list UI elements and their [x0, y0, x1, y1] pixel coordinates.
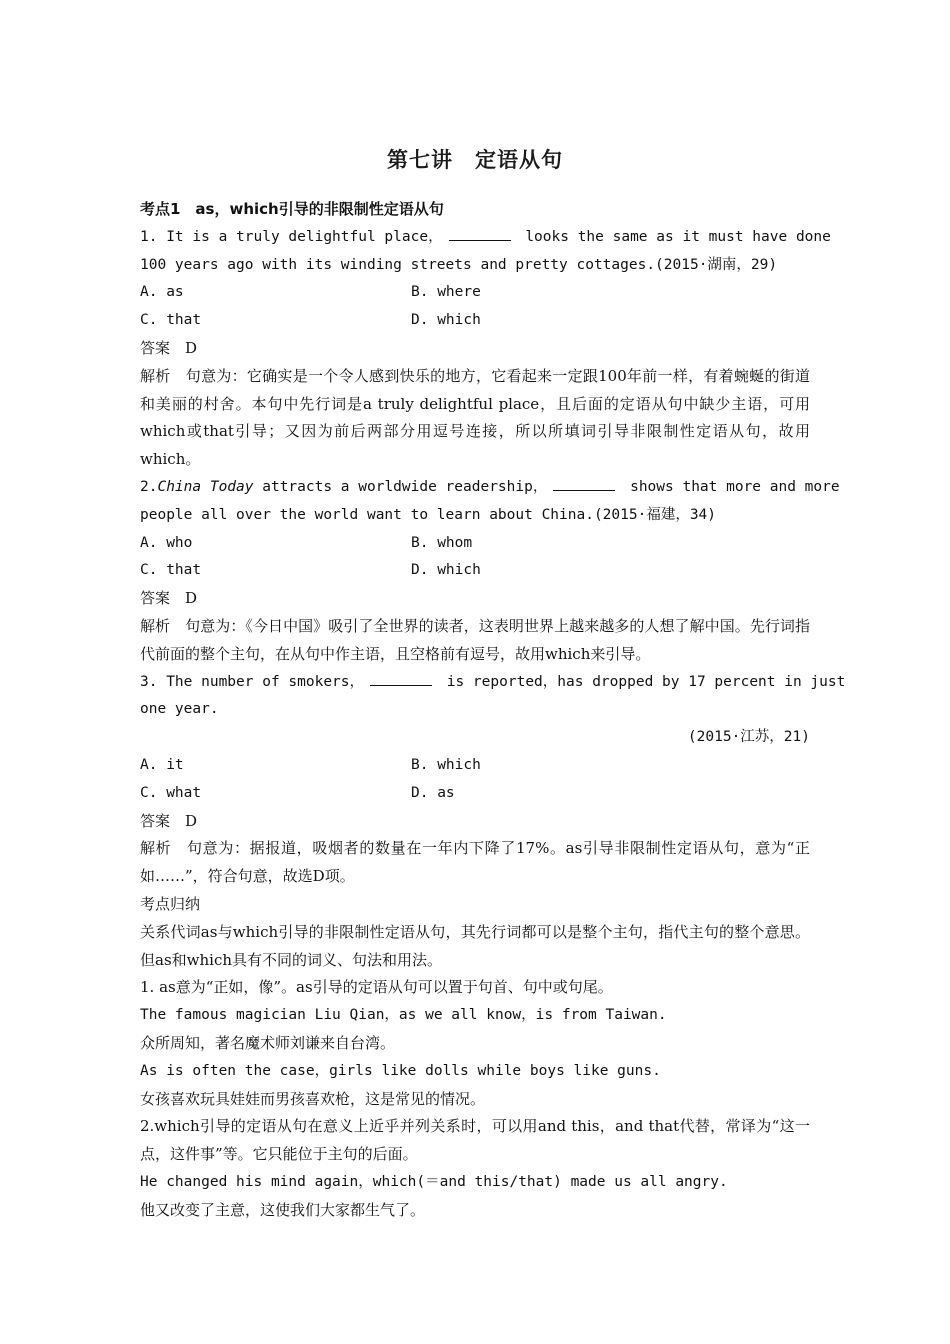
page-title — [0, 144, 950, 174]
q3-answer: 答案 D — [140, 811, 198, 830]
q1-option-d: D. which — [411, 312, 481, 329]
q3-analysis: 解析 句意为：据报道，吸烟者的数量在一年内下降了17%。as引导非限制性定语从句，意为“正如……”，符合句意，故选D项。 — [140, 839, 810, 886]
example-2-english: As is often the case，girls like dolls while boys like guns. — [140, 1062, 661, 1079]
q1-option-c: C. that — [140, 312, 202, 329]
q2-option-b: B. whom — [411, 534, 473, 551]
q2-stem-part-a: attracts a worldwide readership， — [253, 478, 548, 495]
q1-option-a: A. as — [140, 284, 184, 301]
q3-option-c: C. what — [140, 784, 202, 801]
q1-stem-part-b: looks the same as it must have done — [516, 228, 831, 245]
q2-analysis: 解析 句意为：《今日中国》吸引了全世界的读者，这表明世界上越来越多的人想了解中国。先行词指代前面的整个主句，在从句中作主语，且空格前有逗号，故用which来引导。 — [140, 616, 810, 663]
q1-options-row-1 — [140, 279, 810, 307]
q3-source: (2015·江苏，21) — [687, 729, 810, 746]
q2-option-c: C. that — [140, 562, 202, 579]
question-1-stem-cont: 100 years ago with its winding streets and pretty cottages.(2015·湖南，29) — [140, 256, 778, 273]
q1-answer: 答案 D — [140, 338, 198, 357]
example-1-english: The famous magician Liu Qian，as we all know，is from Taiwan. — [140, 1007, 667, 1024]
q2-magazine-title: China Today — [157, 478, 254, 495]
question-1-stem — [140, 224, 831, 252]
summary-intro: 关系代词as与which引导的非限制性定语从句，其先行词都可以是整个主句，指代主句的整个意思。但as和which具有不同的词义、句法和用法。 — [140, 922, 810, 969]
q2-answer: 答案 D — [140, 589, 198, 608]
title-lecture-number: 第七讲 — [387, 148, 453, 172]
q2-number: 2. — [140, 478, 158, 495]
document-body — [140, 196, 846, 1224]
q3-option-a: A. it — [140, 756, 184, 773]
question-2-stem-cont: people all over the world want to learn about China.(2015·福建，34) — [140, 506, 717, 523]
q3-stem-part-a: 3. The number of smokers， — [140, 673, 365, 690]
q3-option-b: B. which — [411, 756, 481, 773]
q2-stem-part-b: shows that more and more — [621, 478, 840, 495]
summary-point-2: 2.which引导的定语从句在意义上近乎并列关系时，可以用and this，and that代替，常译为“这一点，这件事”等。它只能位于主句的后面。 — [140, 1117, 810, 1164]
question-3-stem-cont: one year. — [140, 701, 219, 718]
question-3-stem — [140, 669, 846, 697]
q1-analysis: 解析 句意为：它确实是一个令人感到快乐的地方，它看起来一定跟100年前一样，有着蜿蜒的街道和美丽的村舍。本句中先行词是a truly delightful place，且后面的定语从句中缺少主语，可用which或that引导；又因为前后两部分用逗号连接，所以所填词引导非限制性定语从句，故用which。 — [140, 366, 810, 469]
section-heading: 考点1 as，which引导的非限制性定语从句 — [140, 200, 444, 218]
q3-blank — [370, 671, 432, 686]
q1-option-b: B. where — [411, 284, 481, 301]
q3-stem-part-b: is reported，has dropped by 17 percent in just — [438, 673, 846, 690]
summary-point-1: 1. as意为“正如，像”。as引导的定语从句可以置于句首、句中或句尾。 — [140, 978, 613, 997]
q3-options-row-2 — [140, 780, 810, 808]
q1-options-row-2 — [140, 307, 810, 335]
example-2-chinese: 女孩喜欢玩具娃娃而男孩喜欢枪，这是常见的情况。 — [140, 1089, 486, 1108]
q2-option-a: A. who — [140, 534, 193, 551]
q3-options-row-1 — [140, 752, 810, 780]
q2-options-row-2 — [140, 557, 810, 585]
question-2-stem — [140, 474, 840, 502]
q2-blank — [553, 476, 615, 491]
q1-stem-part-a: 1. It is a truly delightful place， — [140, 228, 443, 245]
q2-options-row-1 — [140, 530, 810, 558]
q1-blank — [449, 226, 511, 241]
title-topic: 定语从句 — [475, 148, 563, 172]
summary-heading: 考点归纳 — [140, 894, 201, 913]
q2-option-d: D. which — [411, 562, 481, 579]
example-3-chinese: 他又改变了主意，这使我们大家都生气了。 — [140, 1200, 426, 1219]
example-3-english: He changed his mind again，which(＝and this/that) made us all angry. — [140, 1173, 728, 1190]
example-1-chinese: 众所周知，著名魔术师刘谦来自台湾。 — [140, 1033, 396, 1052]
q3-option-d: D. as — [411, 784, 455, 801]
